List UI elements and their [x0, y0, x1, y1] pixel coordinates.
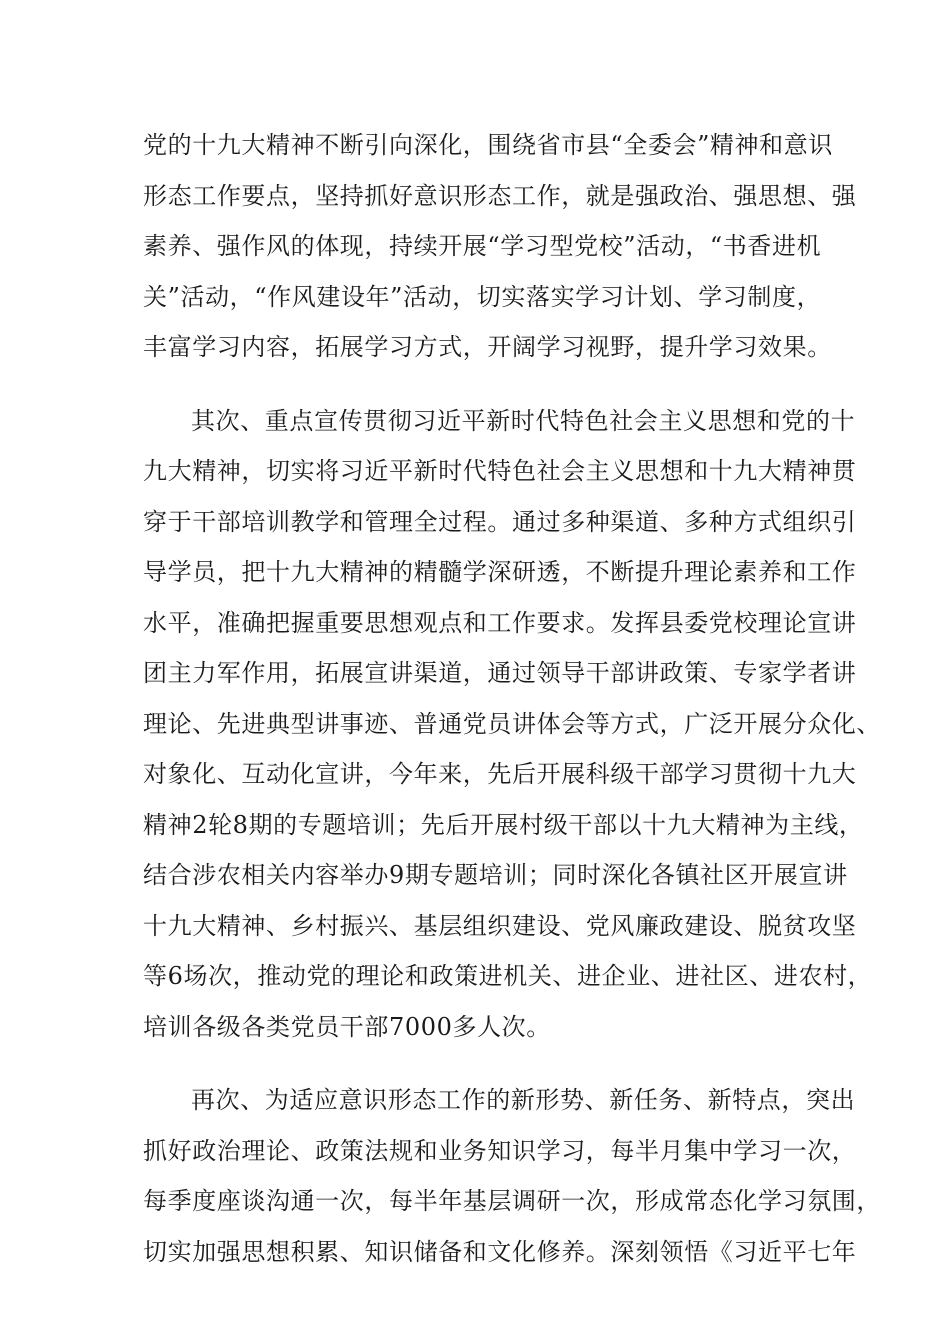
paragraph-line: 九大精神，切实将习近平新时代特色社会主义思想和十九大精神贯 — [143, 457, 857, 485]
paragraph-line: 十九大精神、乡村振兴、基层组织建设、党风廉政建设、脱贫攻坚 — [143, 912, 857, 940]
paragraph-line: 对象化、互动化宣讲，今年来，先后开展科级干部学习贯彻十九大 — [143, 760, 857, 788]
paragraph-line: 抓好政治理论、政策法规和业务知识学习，每半月集中学习一次， — [143, 1137, 857, 1165]
paragraph-line: 其次、重点宣传贯彻习近平新时代特色社会主义思想和党的十 — [191, 407, 856, 435]
paragraph-line: 培训各级各类党员干部7000多人次。 — [143, 1013, 551, 1041]
paragraph-line: 形态工作要点，坚持抓好意识形态工作，就是强政治、强思想、强 — [143, 182, 857, 210]
paragraph-line: 团主力军作用，拓展宣讲渠道，通过领导干部讲政策、专家学者讲 — [143, 659, 857, 687]
paragraph-line: 理论、先进典型讲事迹、普通党员讲体会等方式，广泛开展分众化、 — [143, 710, 881, 738]
paragraph-line: 导学员，把十九大精神的精髓学深研透，不断提升理论素养和工作 — [143, 558, 857, 586]
paragraph-line: 水平，准确把握重要思想观点和工作要求。发挥县委党校理论宣讲 — [143, 609, 857, 637]
paragraph-line: 精神2轮8期的专题培训；先后开展村级干部以十九大精神为主线， — [143, 811, 864, 839]
paragraph-line: 再次、为适应意识形态工作的新形势、新任务、新特点，突出 — [191, 1086, 856, 1114]
paragraph-line: 关”活动，“作风建设年”活动，切实落实学习计划、学习制度， — [143, 283, 822, 311]
paragraph-line: 丰富学习内容，拓展学习方式，开阔学习视野，提升学习效果。 — [143, 333, 832, 361]
paragraph-line: 党的十九大精神不断引向深化，围绕省市县“全委会”精神和意识 — [143, 131, 833, 159]
paragraph-line: 穿于干部培训教学和管理全过程。通过多种渠道、多种方式组织引 — [143, 508, 857, 536]
paragraph-line: 等6场次，推动党的理论和政策进机关、进企业、进社区、进农村， — [143, 962, 873, 990]
paragraph-line: 切实加强思想积累、知识储备和文化修养。深刻领悟《习近平七年 — [143, 1238, 857, 1266]
paragraph-line: 每季度座谈沟通一次，每半年基层调研一次，形成常态化学习氛围， — [143, 1187, 881, 1215]
paragraph-line: 素养、强作风的体现，持续开展“学习型党校”活动，“书香进机 — [143, 232, 822, 260]
paragraph-line: 结合涉农相关内容举办9期专题培训；同时深化各镇社区开展宣讲 — [143, 861, 848, 889]
